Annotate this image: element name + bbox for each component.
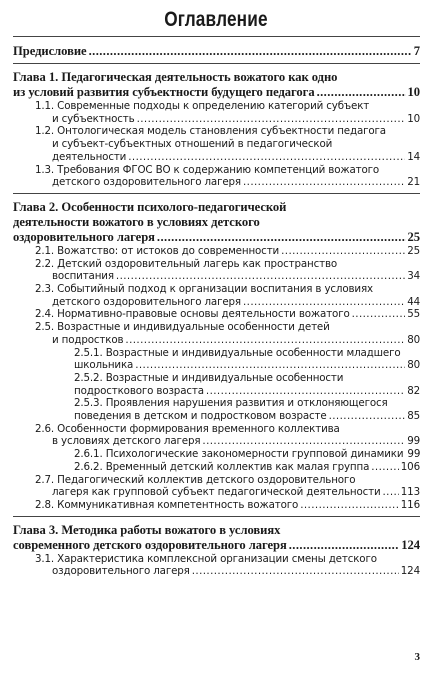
toc-page-number: 113 bbox=[400, 486, 420, 499]
toc-section-entry[interactable] bbox=[13, 347, 420, 372]
toc-entry-text: 2.5. Возрастные и индивидуальные особенности детей bbox=[35, 321, 330, 334]
toc-entry-text: оздоровительного лагеря bbox=[52, 565, 190, 578]
dot-leader bbox=[192, 565, 399, 578]
toc-page-number: 44 bbox=[407, 295, 420, 308]
dot-leader bbox=[128, 151, 405, 164]
toc-page-number: 85 bbox=[407, 410, 420, 423]
dot-leader bbox=[116, 270, 405, 283]
page-number: 3 bbox=[414, 651, 420, 663]
toc-entry-text: 2.6.1. Психологические закономерности групповой динамики bbox=[74, 448, 404, 461]
toc-chapter-entry[interactable] bbox=[13, 193, 420, 245]
toc-entry-text: 2.4. Нормативно-правовые основы деятельности вожатого bbox=[35, 308, 350, 321]
toc-entry-text: 1.3. Требования ФГОС ВО к содержанию компетенций вожатого bbox=[35, 163, 380, 176]
toc-page-number: 10 bbox=[407, 112, 420, 125]
toc-entry-text: детского оздоровительного лагеря bbox=[52, 295, 241, 308]
toc-entry-text: в условиях детского лагеря bbox=[52, 435, 201, 448]
toc-section-entry[interactable] bbox=[13, 245, 420, 258]
toc-page-number: 99 bbox=[407, 435, 420, 448]
toc-section-entry[interactable] bbox=[13, 499, 420, 512]
section-rule bbox=[13, 193, 420, 194]
toc-page-number: 14 bbox=[407, 150, 420, 163]
toc-section-entry[interactable] bbox=[13, 397, 420, 422]
dot-leader bbox=[352, 308, 406, 321]
toc-chapter-entry[interactable] bbox=[13, 516, 420, 553]
page-title: Оглавление bbox=[164, 8, 268, 31]
toc-page-number: 21 bbox=[407, 176, 420, 189]
toc-entry-text: 2.5.2. Возрастные и индивидуальные особенности bbox=[74, 371, 344, 384]
toc-section-entry[interactable] bbox=[13, 100, 420, 125]
toc-entry-text: 3.1. Характеристика комплексной организации смены детского bbox=[35, 552, 377, 565]
dot-leader bbox=[300, 499, 399, 512]
toc-page-number: 80 bbox=[407, 333, 420, 346]
toc-section-entry[interactable] bbox=[13, 448, 420, 461]
table-of-contents bbox=[13, 44, 420, 578]
dot-leader bbox=[289, 538, 400, 553]
toc-entry-text: поведения в детском и подростковом возрасте bbox=[74, 410, 327, 423]
toc-page-number: 124 bbox=[401, 537, 420, 552]
toc-page-number: 10 bbox=[407, 85, 420, 99]
toc-entry-text: Глава 2. Особенности психолого-педагогической bbox=[13, 199, 287, 214]
toc-page-number: 106 bbox=[400, 460, 420, 473]
top-rule bbox=[13, 36, 420, 37]
toc-page-number: 55 bbox=[407, 308, 420, 321]
toc-entry-text: 2.2. Детский оздоровительный лагерь как пространство bbox=[35, 257, 338, 270]
toc-entry-text: 1.2. Онтологическая модель становления субъектности педагога bbox=[35, 125, 386, 138]
toc-chapter-entry[interactable] bbox=[13, 44, 420, 59]
toc-entry-text: подросткового возраста bbox=[74, 384, 204, 397]
toc-entry-text: 2.1. Вожатство: от истоков до современности bbox=[35, 244, 280, 257]
toc-page-number: 25 bbox=[407, 244, 420, 257]
toc-entry-text: Глава 3. Методика работы вожатого в условиях bbox=[13, 522, 281, 537]
toc-page-number: 7 bbox=[413, 44, 420, 58]
toc-entry-text: 2.7. Педагогический коллектив детского оздоровительного bbox=[35, 473, 356, 486]
dot-leader bbox=[206, 385, 405, 398]
dot-leader bbox=[383, 486, 399, 499]
toc-page-number: 34 bbox=[407, 270, 420, 283]
toc-page-number: 116 bbox=[400, 498, 420, 511]
toc-section-entry[interactable] bbox=[13, 308, 420, 321]
toc-chapter-entry[interactable] bbox=[13, 63, 420, 100]
dot-leader bbox=[329, 410, 406, 423]
toc-entry-text: Предисловие bbox=[13, 44, 87, 58]
toc-entry-text: оздоровительного лагеря bbox=[13, 229, 155, 244]
toc-page-number: 80 bbox=[407, 359, 420, 372]
toc-entry-text: деятельности bbox=[52, 150, 127, 163]
toc-page-number: 99 bbox=[407, 448, 420, 461]
dot-leader bbox=[281, 245, 405, 258]
dot-leader bbox=[202, 435, 405, 448]
toc-entry-text: 2.6.2. Временный детский коллектив как малая группа bbox=[74, 460, 370, 473]
toc-entry-text: современного детского оздоровительного лагеря bbox=[13, 537, 287, 552]
dot-leader bbox=[157, 230, 406, 245]
toc-section-entry[interactable] bbox=[13, 461, 420, 474]
toc-entry-text: деятельности вожатого в условиях детского bbox=[13, 214, 260, 229]
toc-entry-text: и субъект-субъектных отношений в педагогической bbox=[52, 138, 333, 151]
toc-entry-text: Глава 1. Педагогическая деятельность вожатого как одно bbox=[13, 70, 338, 84]
dot-leader bbox=[125, 334, 405, 347]
toc-page-number: 124 bbox=[400, 565, 420, 578]
toc-entry-text: 2.5.1. Возрастные и индивидуальные особенности младшего bbox=[74, 346, 401, 359]
toc-section-entry[interactable] bbox=[13, 553, 420, 578]
toc-section-entry[interactable] bbox=[13, 164, 420, 189]
toc-entry-text: 2.8. Коммуникативная компетентность вожатого bbox=[35, 498, 299, 511]
toc-entry-text: воспитания bbox=[52, 270, 114, 283]
toc-entry-text: 2.6. Особенности формирования временного коллектива bbox=[35, 422, 340, 435]
dot-leader bbox=[89, 44, 412, 59]
toc-entry-text: из условий развития субъектности будущего педагога bbox=[13, 85, 315, 99]
toc-entry-text: детского оздоровительного лагеря bbox=[52, 176, 241, 189]
section-rule bbox=[13, 63, 420, 64]
dot-leader bbox=[135, 359, 405, 372]
dot-leader bbox=[243, 296, 405, 309]
toc-section-entry[interactable] bbox=[13, 423, 420, 448]
toc-section-entry[interactable] bbox=[13, 258, 420, 283]
toc-entry-text: лагеря как групповой субъект педагогической деятельности bbox=[52, 486, 381, 499]
toc-section-entry[interactable] bbox=[13, 321, 420, 346]
toc-entry-text: 2.5.3. Проявления нарушения развития и отклоняющегося bbox=[74, 397, 388, 410]
dot-leader bbox=[137, 113, 406, 126]
toc-page-number: 82 bbox=[407, 384, 420, 397]
toc-section-entry[interactable] bbox=[13, 372, 420, 397]
toc-page-number: 25 bbox=[407, 229, 420, 244]
section-rule bbox=[13, 516, 420, 517]
toc-entry-text: 2.3. Событийный подход к организации воспитания в условиях bbox=[35, 283, 373, 296]
toc-entry-text: 1.1. Современные подходы к определению категорий субъект bbox=[35, 100, 370, 112]
toc-entry-text: и субъектность bbox=[52, 112, 135, 125]
toc-section-entry[interactable] bbox=[13, 125, 420, 163]
dot-leader bbox=[371, 461, 399, 474]
dot-leader bbox=[243, 176, 405, 189]
toc-entry-text: школьника bbox=[74, 359, 134, 372]
toc-section-entry[interactable] bbox=[13, 283, 420, 308]
dot-leader bbox=[317, 85, 406, 100]
toc-entry-text: и подростков bbox=[52, 333, 124, 346]
toc-section-entry[interactable] bbox=[13, 474, 420, 499]
